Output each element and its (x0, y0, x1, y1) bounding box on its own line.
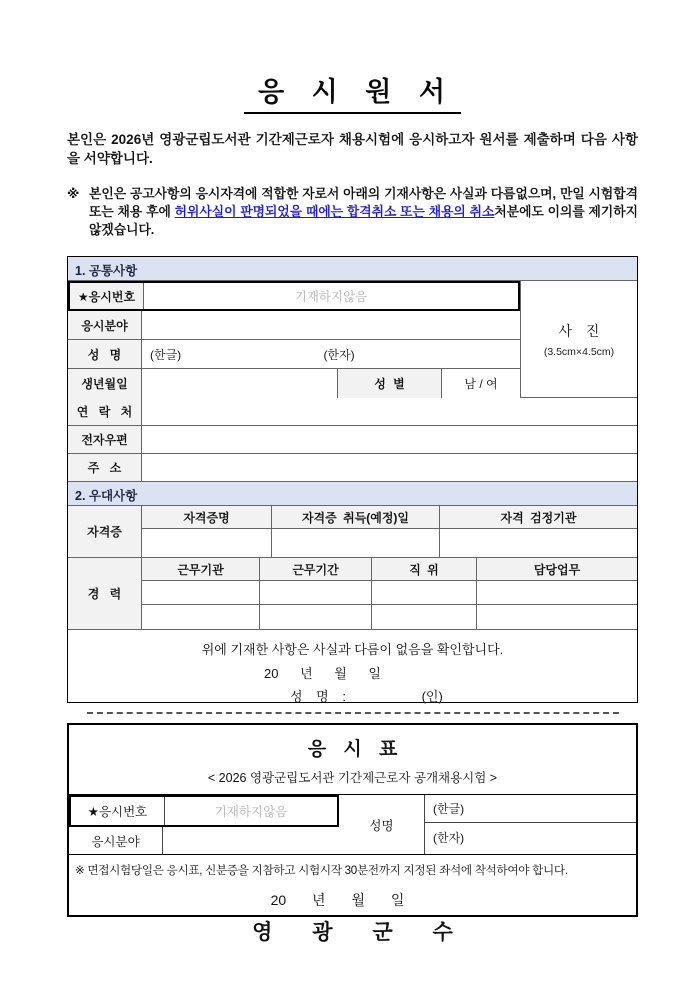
career-position-input[interactable] (372, 605, 477, 629)
name-label: 성 명 (68, 340, 142, 368)
career-data-row (142, 581, 637, 605)
gender-label: 성 별 (338, 369, 442, 398)
birth-label: 생년월일 (68, 369, 142, 398)
career-position-header: 직 위 (372, 558, 477, 580)
address-row (68, 454, 637, 482)
career-table (142, 558, 637, 629)
license-header-row (142, 506, 637, 529)
ticket-table-left (69, 795, 339, 854)
page-title: 응 시 원 서 (244, 70, 461, 114)
intro-paragraph: 본인은 2026년 영광군립도서관 기간제근로자 채용시험에 응시하고자 원서를 제출하며 다음 사항을 서약합니다. (67, 132, 638, 166)
license-label: 자격증 (68, 506, 142, 557)
cut-line (87, 712, 619, 714)
career-header-row (142, 558, 637, 581)
career-block (68, 558, 637, 630)
main-form-table (67, 256, 638, 703)
license-table (142, 506, 637, 557)
license-name-header: 자격증명 (142, 506, 272, 528)
pledge-text (89, 185, 638, 239)
license-block (68, 506, 637, 558)
photo-box (520, 281, 637, 398)
career-period-input[interactable] (260, 581, 372, 604)
ticket-apply-field-row (69, 827, 339, 854)
license-date-header: 자격증 취득(예정)일 (272, 506, 440, 528)
exam-number-row (68, 281, 520, 311)
license-agency-header: 자격 검정기관 (440, 506, 637, 528)
career-duty-input[interactable] (477, 605, 637, 629)
signature-label: 성 명 : (290, 689, 346, 705)
email-label: 전자우편 (68, 426, 142, 453)
career-period-input[interactable] (260, 605, 372, 629)
pledge-paragraph (67, 185, 638, 239)
license-date-input[interactable] (272, 529, 440, 557)
document-body (67, 70, 639, 945)
exam-number-field[interactable]: 기재하지않음 (294, 290, 368, 305)
career-period-header: 근무기간 (260, 558, 372, 580)
photo-label: 사 진 (558, 322, 600, 339)
license-agency-input[interactable] (440, 529, 637, 557)
ticket-exam-number-label: ★응시번호 (71, 797, 165, 825)
birth-row (68, 369, 520, 398)
ticket-signer: 영 광 군 수 (252, 921, 453, 945)
ticket-table (69, 794, 636, 855)
apply-field-row (68, 311, 520, 340)
name-row (68, 340, 520, 369)
ticket-name-hangul-input[interactable]: (한글) (425, 795, 636, 823)
contact-input[interactable] (142, 398, 637, 425)
name-hangul-hint: (한글) (150, 347, 182, 362)
birth-input[interactable] (142, 369, 338, 398)
ticket-apply-field-label: 응시분야 (69, 827, 163, 854)
ticket-exam-number-field[interactable]: 기재하지않음 (214, 805, 288, 820)
pledge-text-2: 처분에도 이의를 제기하지 않겠습니다. (89, 203, 639, 238)
name-input[interactable] (142, 340, 520, 368)
license-name-input[interactable] (142, 529, 272, 557)
email-input[interactable] (142, 426, 637, 453)
ticket-name-hanja-input[interactable]: (한자) (433, 830, 465, 845)
address-input[interactable] (142, 454, 637, 481)
exam-ticket-box (67, 723, 638, 945)
pledge-text-1: 본인은 공고사항의 응시자격에 적합한 자로서 아래의 기재사항은 사실과 다름없으며, 만일 시험합격 또는 채용 후에 (89, 185, 638, 219)
ticket-apply-field-input[interactable] (163, 827, 339, 854)
photo-size-hint: (3.5cm×4.5cm) (543, 345, 615, 358)
career-org-header: 근무기관 (142, 558, 260, 580)
exam-number-label: ★응시번호 (70, 283, 144, 309)
career-org-input[interactable] (142, 581, 260, 604)
address-label: 주 소 (68, 454, 142, 481)
confirmation-date: 20 년 월 일 (264, 666, 381, 682)
ticket-name-cells (425, 795, 636, 854)
ticket-subtitle: < 2026 영광군립도서관 기간제근로자 공개채용시험 > (207, 771, 498, 786)
confirmation-statement: 위에 기재한 사항은 사실과 다름이 없음을 확인합니다. (201, 642, 504, 658)
ticket-date: 20 년 월 일 (270, 892, 405, 909)
section1-header: 1. 공통사항 (68, 257, 637, 281)
career-duty-input[interactable] (477, 581, 637, 604)
apply-field-label: 응시분야 (68, 311, 142, 339)
contact-label: 연 락 처 (68, 398, 142, 425)
license-data-row (142, 529, 637, 557)
signature-line (68, 686, 637, 705)
section2-header: 2. 우대사항 (68, 482, 637, 506)
gender-value[interactable]: 남 / 여 (464, 377, 498, 392)
pledge-marker: ※ (67, 185, 80, 201)
name-hanja-hint: (한자) (323, 347, 355, 362)
ticket-title: 응 시 표 (307, 739, 398, 761)
section1-upper-left (68, 281, 520, 398)
career-position-input[interactable] (372, 581, 477, 604)
career-data-row (142, 605, 637, 629)
ticket-exam-number-row (69, 795, 339, 827)
ticket-notice: ※ 면접시험당일은 응시표, 신분증을 지참하고 시험시작 30분전까지 지정된 좌석에 착석하여야 합니다. (75, 864, 568, 878)
ticket-name-label: 성명 (339, 795, 425, 854)
email-row (68, 426, 637, 454)
career-label: 경 력 (68, 558, 142, 629)
career-org-input[interactable] (142, 605, 260, 629)
career-duty-header: 담당업무 (477, 558, 637, 580)
pledge-highlight: 허위사실이 판명되었을 때에는 합격취소 또는 채용의 취소 (174, 203, 495, 219)
apply-field-input[interactable] (142, 311, 520, 339)
contact-row (68, 398, 637, 426)
section1-upper-area (68, 281, 637, 398)
title-row (67, 70, 638, 114)
seal-mark: (인) (421, 689, 443, 705)
confirmation-block (68, 630, 637, 705)
